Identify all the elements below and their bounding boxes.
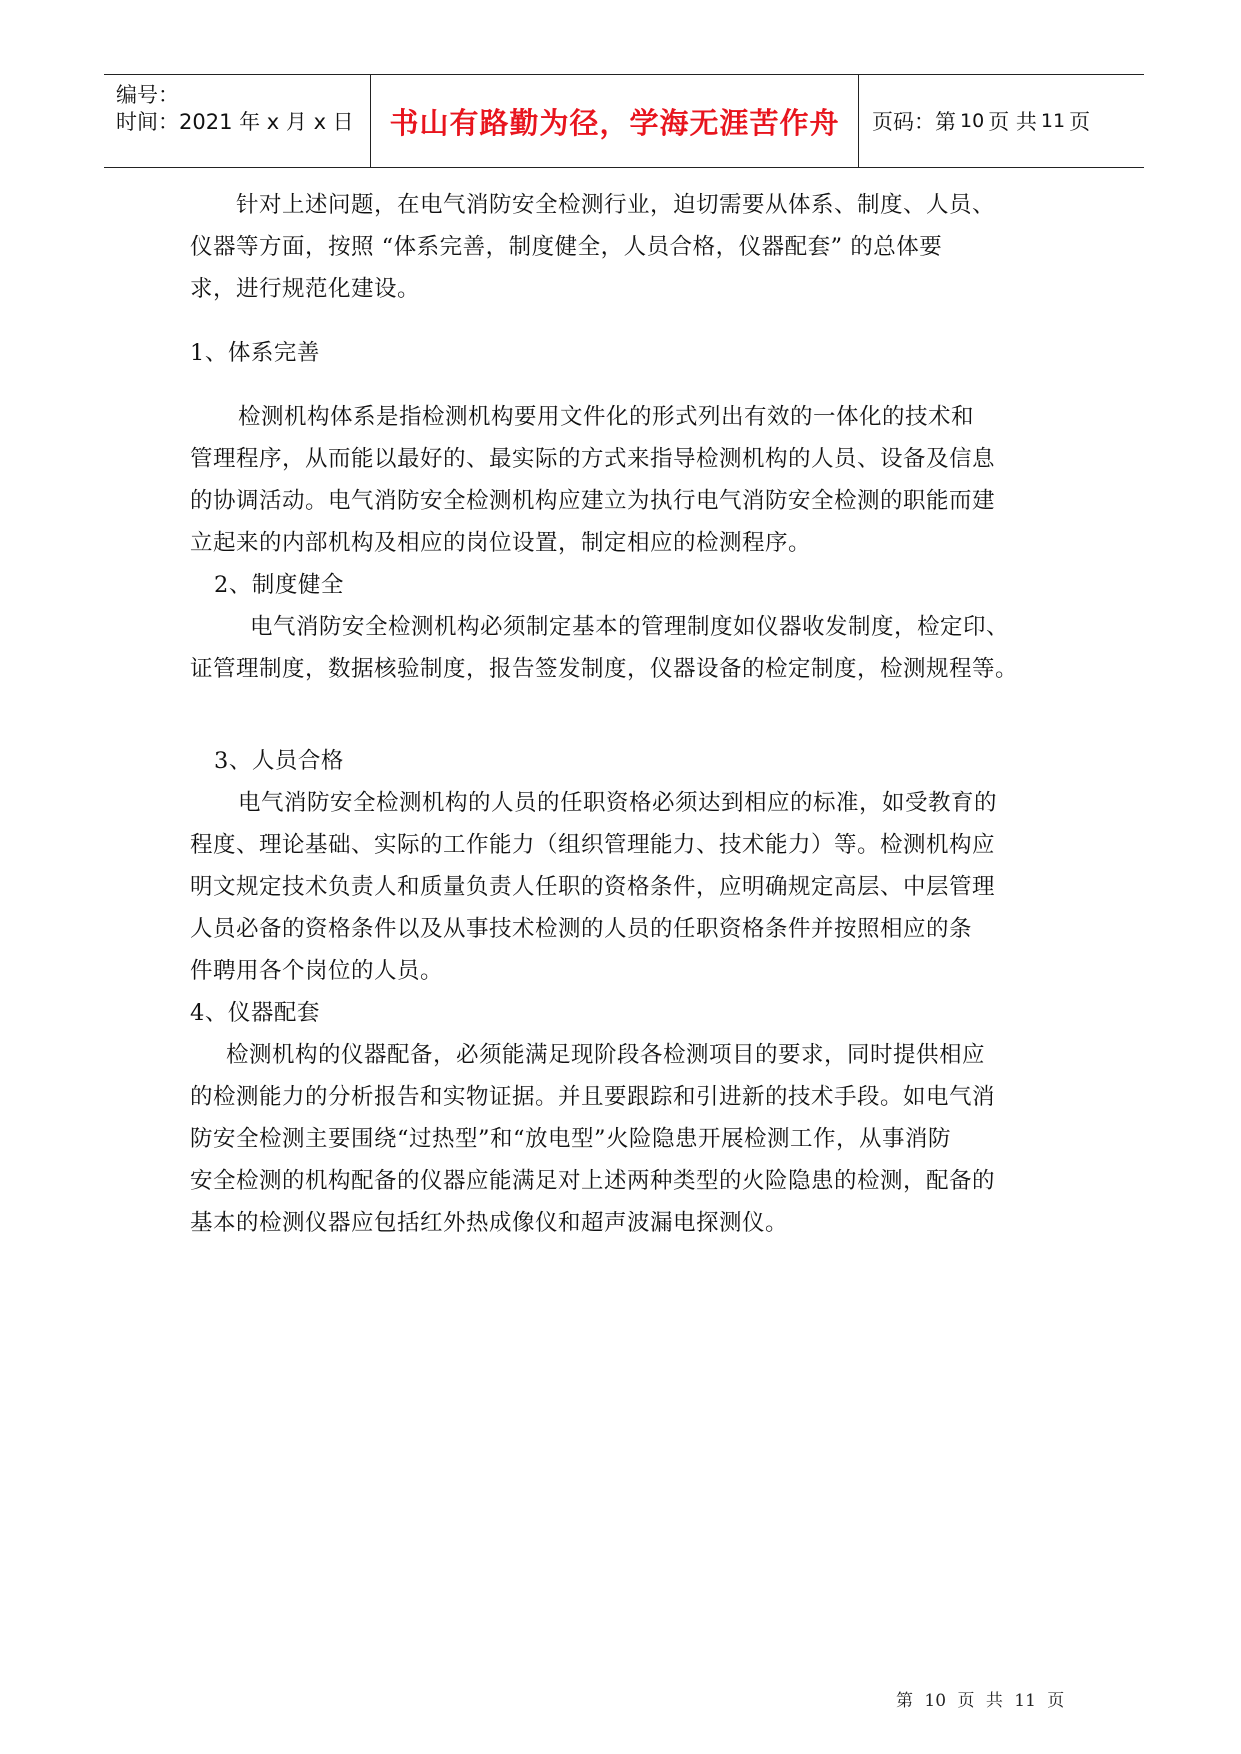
document-number-label: 编号： bbox=[116, 83, 179, 107]
paragraph-line: 的检测能力的分析报告和实物证据。并且要跟踪和引进新的技术手段。如电气消 bbox=[190, 1084, 996, 1110]
paragraph-line: 立起来的内部机构及相应的岗位设置，制定相应的检测程序。 bbox=[190, 530, 812, 556]
paragraph-line: 仪器等方面，按照 “体系完善，制度健全，人员合格，仪器配套” 的总体要 bbox=[190, 234, 943, 260]
paragraph-line: 的协调活动。电气消防安全检测机构应建立为执行电气消防安全检测的职能而建 bbox=[190, 488, 996, 514]
page-footer: 第 10 页 共 11 页 bbox=[896, 1691, 1065, 1711]
paragraph-line: 安全检测的机构配备的仪器应能满足对上述两种类型的火险隐患的检测，配备的 bbox=[190, 1168, 996, 1194]
page-suffix: 页 bbox=[1069, 110, 1091, 134]
paragraph-line: 件聘用各个岗位的人员。 bbox=[190, 958, 444, 984]
paragraph-line: 检测机构体系是指检测机构要用文件化的形式列出有效的一体化的技术和 bbox=[238, 404, 975, 430]
paragraph-line: 证管理制度，数据核验制度，报告签发制度，仪器设备的检定制度，检测规程等。 bbox=[190, 656, 1019, 682]
paragraph-line: 检测机构的仪器配备，必须能满足现阶段各检测项目的要求，同时提供相应 bbox=[226, 1042, 986, 1068]
section-heading: 3、人员合格 bbox=[214, 748, 344, 774]
section-heading: 1、体系完善 bbox=[190, 340, 320, 366]
header-divider bbox=[858, 75, 859, 167]
section-heading: 2、制度健全 bbox=[214, 572, 344, 598]
page-header bbox=[104, 74, 1144, 168]
section-heading: 4、仪器配套 bbox=[190, 1000, 320, 1026]
header-page-info bbox=[872, 75, 1142, 167]
page-total: 11 bbox=[1040, 110, 1066, 132]
paragraph-line: 防安全检测主要围绕“过热型”和“放电型”火险隐患开展检测工作，从事消防 bbox=[190, 1126, 952, 1152]
page-current: 10 bbox=[960, 110, 985, 132]
paragraph-line: 求，进行规范化建设。 bbox=[190, 276, 421, 302]
paragraph-line: 人员必备的资格条件以及从事技术检测的人员的任职资格条件并按照相应的条 bbox=[190, 916, 973, 942]
page-prefix: 页码：第 bbox=[872, 110, 956, 134]
paragraph-line: 明文规定技术负责人和质量负责人任职的资格条件，应明确规定高层、中层管理 bbox=[190, 874, 996, 900]
paragraph-line: 基本的检测仪器应包括红外热成像仪和超声波漏电探测仪。 bbox=[190, 1210, 789, 1236]
paragraph-line: 针对上述问题，在电气消防安全检测行业，迫切需要从体系、制度、人员、 bbox=[236, 192, 996, 218]
paragraph-line: 程度、理论基础、实际的工作能力（组织管理能力、技术能力）等。检测机构应 bbox=[190, 832, 996, 858]
document-time: 时间：2021 年 x 月 x 日 bbox=[116, 110, 354, 134]
paragraph-line: 电气消防安全检测机构的人员的任职资格必须达到相应的标准，如受教育的 bbox=[238, 790, 998, 816]
page-middle: 页 共 bbox=[988, 110, 1037, 134]
header-motto: 书山有路勤为径，学海无涯苦作舟 bbox=[389, 105, 840, 140]
paragraph-line: 管理程序，从而能以最好的、最实际的方式来指导检测机构的人员、设备及信息 bbox=[190, 446, 996, 472]
paragraph-line: 电气消防安全检测机构必须制定基本的管理制度如仪器收发制度，检定印、 bbox=[250, 614, 1010, 640]
